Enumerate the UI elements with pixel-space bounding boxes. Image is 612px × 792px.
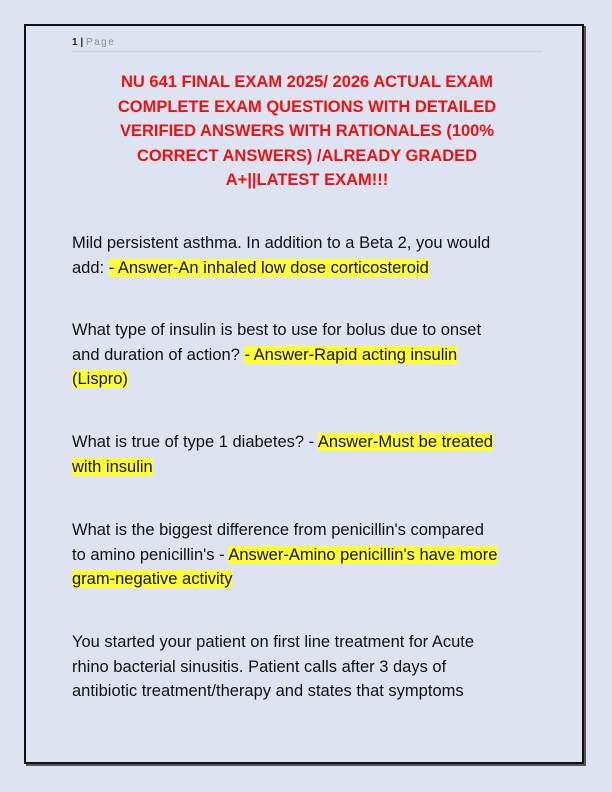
question-text: antibiotic treatment/therapy and states that symptoms <box>72 682 464 700</box>
answer-highlight: gram-negative activity <box>72 570 233 588</box>
page-separator: | <box>80 37 84 48</box>
question-text: What type of insulin is best to use for bolus due to onset <box>72 321 482 339</box>
question-text: Mild persistent asthma. In addition to a Beta 2, you would <box>72 234 491 252</box>
question-text: You started your patient on first line treatment for Acute <box>72 633 475 651</box>
answer-highlight: Answer-Amino penicillin's have more <box>228 545 498 564</box>
title-line: VERIFIED ANSWERS WITH RATIONALES (100% <box>119 122 495 140</box>
qa-item-sinusitis <box>72 630 550 704</box>
question-text: to amino penicillin's - <box>72 545 229 564</box>
question-text: add: <box>72 258 109 277</box>
document-title <box>72 70 542 193</box>
question-text: rhino bacterial sinusitis. Patient calls after 3 days of <box>72 657 447 676</box>
page-header <box>72 36 542 52</box>
page-number: 1 <box>72 37 78 48</box>
title-line: CORRECT ANSWERS) /ALREADY GRADED <box>136 146 478 165</box>
question-text: What is the biggest difference from penicillin's compared <box>72 521 484 539</box>
title-line: NU 641 FINAL EXAM 2025/ 2026 ACTUAL EXAM <box>121 73 493 91</box>
qa-item-insulin <box>72 318 550 392</box>
qa-item-asthma <box>72 231 550 280</box>
qa-item-diabetes <box>72 430 550 479</box>
answer-highlight: - Answer-Rapid acting insulin <box>244 345 458 364</box>
answer-highlight: Answer-Must be treated <box>317 433 493 451</box>
answer-highlight: (Lispro) <box>72 370 128 388</box>
title-line: A+||LATEST EXAM!!! <box>225 171 389 189</box>
answer-highlight: - Answer-An inhaled low dose corticosteroid <box>108 258 429 277</box>
page-label: Page <box>85 37 116 48</box>
answer-highlight: with insulin <box>72 457 153 476</box>
title-line: COMPLETE EXAM QUESTIONS WITH DETAILED <box>117 97 497 116</box>
question-text: and duration of action? <box>72 345 245 364</box>
question-text: What is true of type 1 diabetes? - <box>72 433 318 451</box>
qa-item-penicillin <box>72 518 550 592</box>
